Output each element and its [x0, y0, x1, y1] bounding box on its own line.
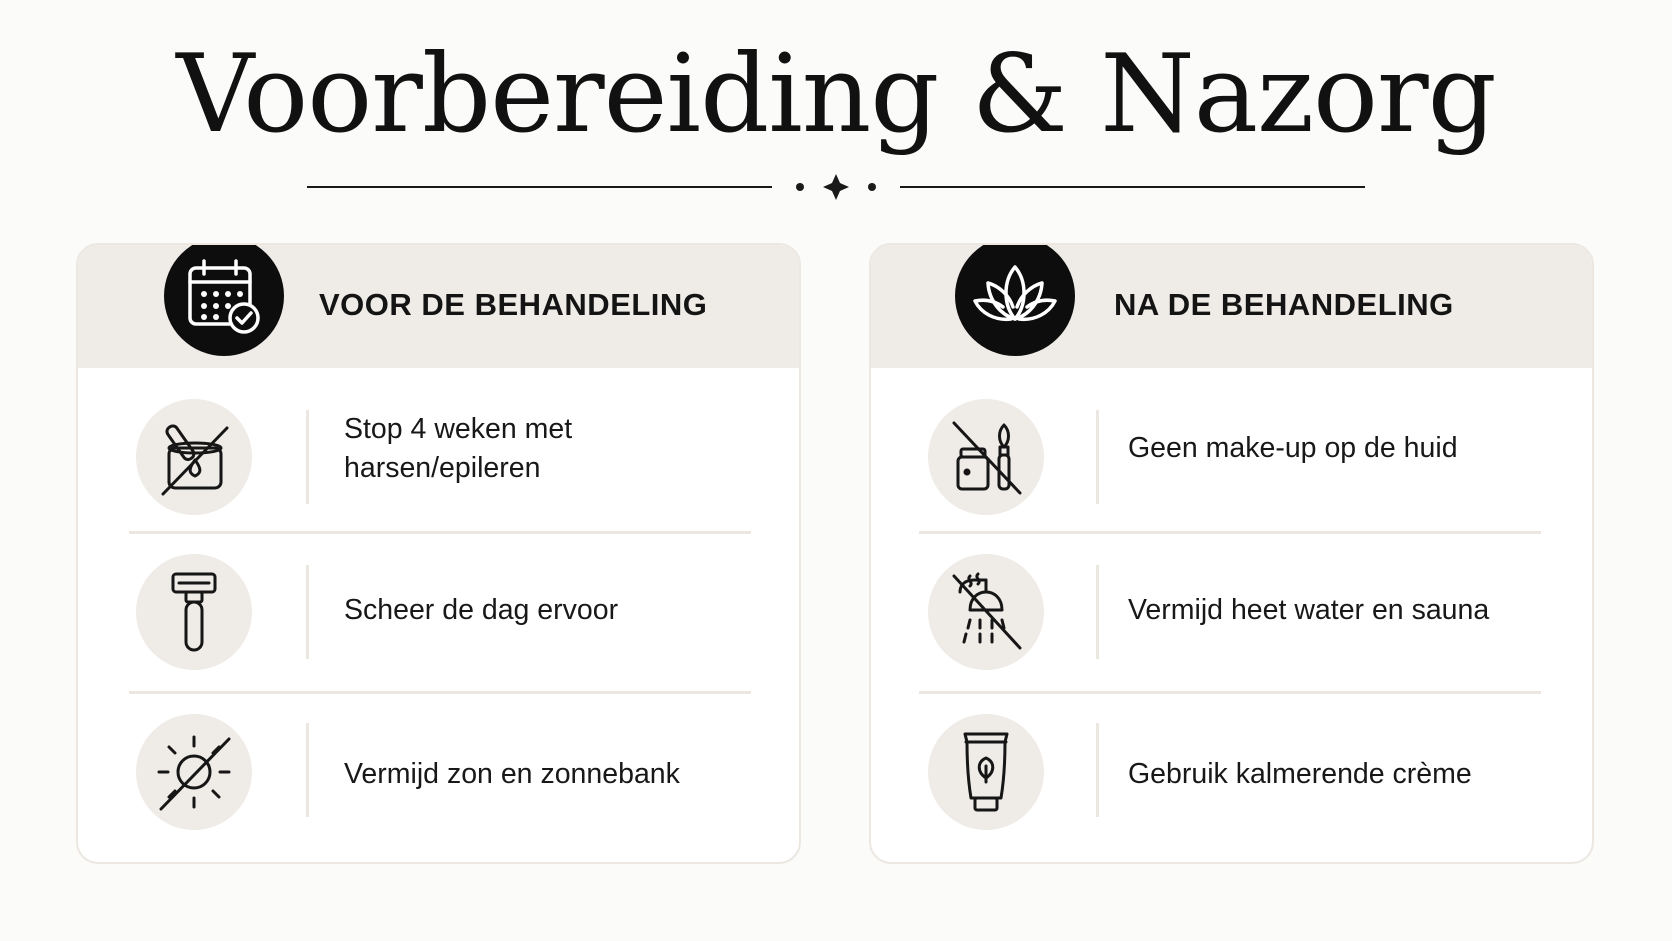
list-item	[871, 533, 1592, 693]
no-hot-shower-icon	[928, 554, 1044, 670]
list-item	[78, 693, 799, 864]
page-title: Voorbereiding & Nazorg	[176, 32, 1496, 157]
item-text: Vermijd heet water en sauna	[1128, 594, 1490, 626]
no-sun-icon	[136, 714, 252, 830]
item-text: Scheer de dag ervoor	[344, 594, 619, 626]
after-treatment-card	[869, 243, 1594, 864]
title-divider	[307, 172, 1365, 202]
row-divider	[1096, 723, 1099, 817]
item-text: Stop 4 weken met harsen/epileren	[344, 412, 573, 484]
list-item	[78, 368, 799, 533]
row-divider	[306, 723, 309, 817]
row-divider	[306, 410, 309, 504]
before-treatment-title: VOOR DE BEHANDELING	[319, 287, 708, 322]
before-treatment-card	[76, 243, 801, 864]
item-text: Gebruik kalmerende crème	[1128, 758, 1472, 790]
list-item	[871, 368, 1592, 533]
row-divider	[1096, 565, 1099, 659]
row-divider	[1096, 410, 1099, 504]
razor-icon	[136, 554, 252, 670]
item-text: Geen make-up op de huid	[1128, 432, 1458, 464]
no-wax-icon	[136, 399, 252, 515]
row-divider	[306, 565, 309, 659]
no-makeup-icon	[928, 399, 1044, 515]
item-text: Vermijd zon en zonnebank	[344, 758, 680, 790]
cream-tube-icon	[928, 714, 1044, 830]
list-item	[871, 693, 1592, 864]
list-item	[78, 533, 799, 693]
after-treatment-title: NA DE BEHANDELING	[1114, 287, 1454, 322]
